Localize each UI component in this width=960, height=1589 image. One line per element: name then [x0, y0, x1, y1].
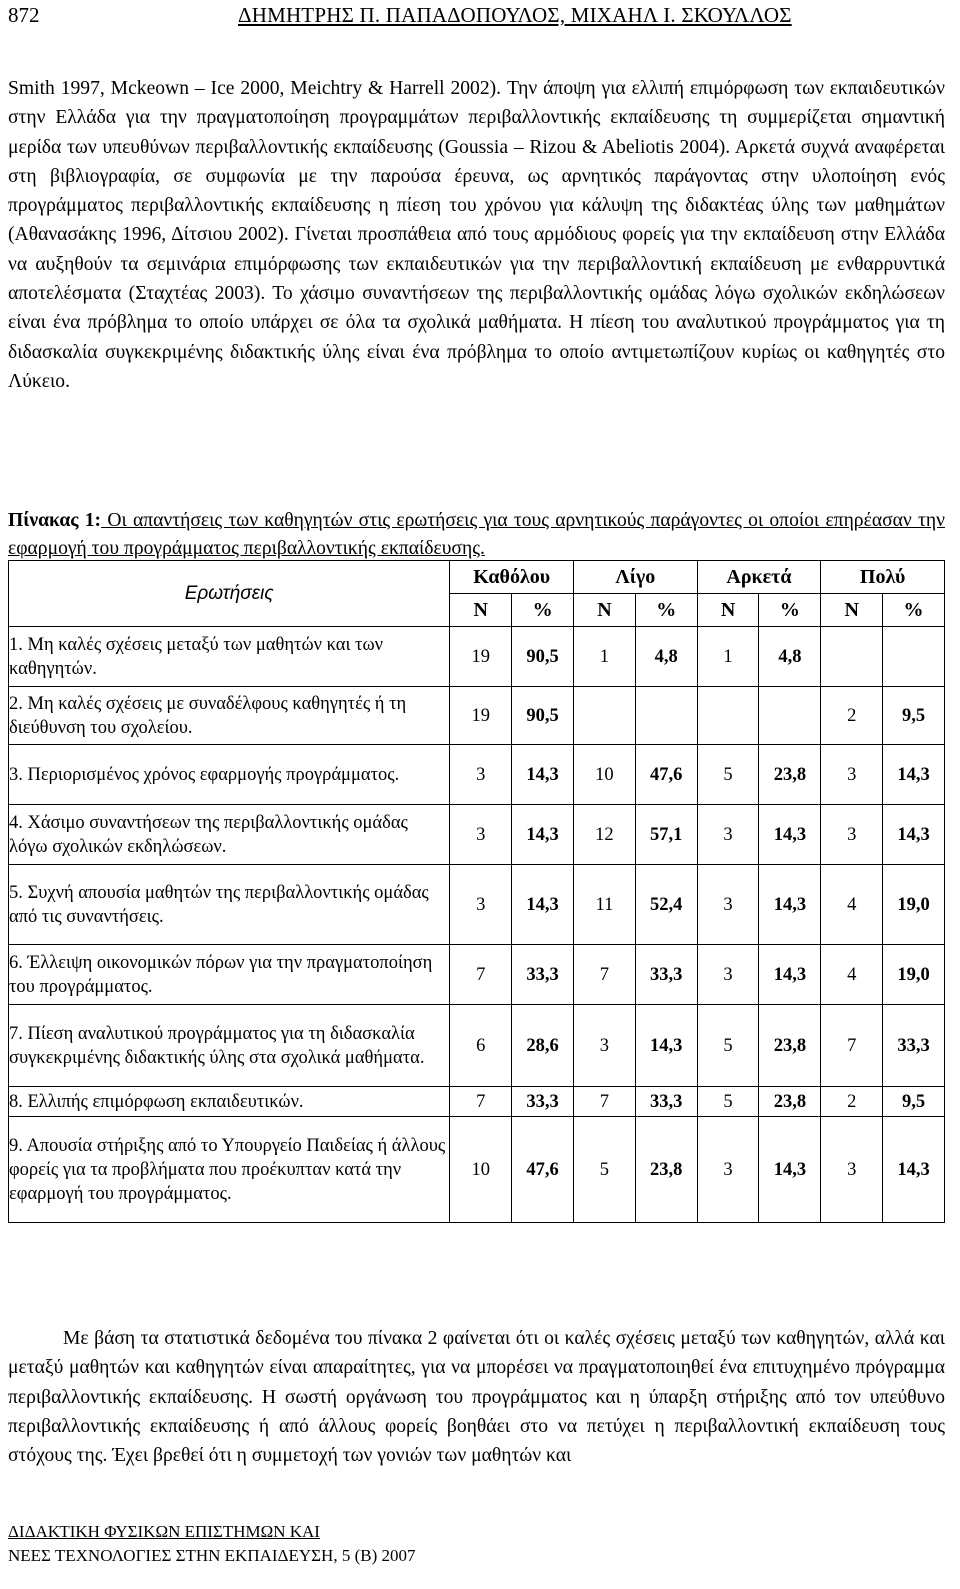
percent-cell: 23,8 — [759, 1087, 821, 1117]
count-cell: 4 — [821, 945, 883, 1005]
count-cell: 3 — [821, 745, 883, 805]
question-cell: 9. Απουσία στήριξης από το Υπουργείο Παιδείας ή άλλους φορείς για τα προβλήματα που προέκυπταν κατά την εφαρμογή του προγράμματος. — [9, 1117, 450, 1223]
sub-header: % — [635, 594, 697, 627]
table-caption-text: Οι απαντήσεις των καθηγητών στις ερωτήσεις για τους αρνητικούς παράγοντες οι οποίοι επηρέασαν την εφαρμογή του προγράμματος περιβαλλοντικής εκπαίδευσης. — [8, 510, 945, 559]
percent-cell: 14,3 — [635, 1005, 697, 1087]
count-cell — [574, 687, 636, 745]
percent-cell: 19,0 — [883, 945, 945, 1005]
sub-header: % — [759, 594, 821, 627]
percent-cell: 23,8 — [759, 745, 821, 805]
sub-header: N — [821, 594, 883, 627]
percent-cell: 90,5 — [512, 687, 574, 745]
percent-cell: 57,1 — [635, 805, 697, 865]
count-cell: 5 — [697, 1087, 759, 1117]
question-cell: 3. Περιορισμένος χρόνος εφαρμογής προγράμματος. — [9, 745, 450, 805]
count-cell: 2 — [821, 1087, 883, 1117]
percent-cell: 14,3 — [512, 805, 574, 865]
percent-cell: 4,8 — [635, 627, 697, 687]
table-caption-label: Πίνακας 1: — [8, 510, 102, 531]
count-cell: 1 — [574, 627, 636, 687]
count-cell: 3 — [450, 805, 512, 865]
percent-cell — [883, 627, 945, 687]
count-cell: 1 — [697, 627, 759, 687]
count-cell: 3 — [697, 1117, 759, 1223]
table-row — [9, 1087, 945, 1117]
percent-cell: 14,3 — [759, 1117, 821, 1223]
percent-cell: 47,6 — [512, 1117, 574, 1223]
page-footer — [8, 1520, 415, 1568]
table-row — [9, 865, 945, 945]
count-cell: 5 — [697, 745, 759, 805]
percent-cell — [635, 687, 697, 745]
count-cell: 5 — [697, 1005, 759, 1087]
table-row — [9, 1117, 945, 1223]
percent-cell — [759, 687, 821, 745]
percent-cell: 4,8 — [759, 627, 821, 687]
count-cell: 19 — [450, 687, 512, 745]
table-caption — [8, 507, 945, 563]
count-cell: 10 — [574, 745, 636, 805]
category-header: Πολύ — [821, 561, 945, 594]
percent-cell: 9,5 — [883, 1087, 945, 1117]
count-cell: 7 — [574, 945, 636, 1005]
percent-cell: 14,3 — [759, 945, 821, 1005]
table-row — [9, 687, 945, 745]
table-body — [9, 627, 945, 1223]
count-cell: 3 — [450, 745, 512, 805]
percent-cell: 19,0 — [883, 865, 945, 945]
percent-cell: 52,4 — [635, 865, 697, 945]
question-cell: 7. Πίεση αναλυτικού προγράμματος για τη διδασκαλία συγκεκριμένης διδακτικής ύλης στα σχολικά μαθήματα. — [9, 1005, 450, 1087]
count-cell: 3 — [821, 1117, 883, 1223]
count-cell: 12 — [574, 805, 636, 865]
percent-cell: 23,8 — [635, 1117, 697, 1223]
percent-cell: 33,3 — [512, 945, 574, 1005]
percent-cell: 33,3 — [635, 1087, 697, 1117]
question-cell: 2. Μη καλές σχέσεις με συναδέλφους καθηγητές ή τη διεύθυνση του σχολείου. — [9, 687, 450, 745]
table-header-row — [9, 561, 945, 594]
category-header: Λίγο — [574, 561, 698, 594]
question-cell: 6. Έλλειψη οικονομικών πόρων για την πραγματοποίηση του προγράμματος. — [9, 945, 450, 1005]
percent-cell: 33,3 — [635, 945, 697, 1005]
sub-header: N — [697, 594, 759, 627]
table-row — [9, 805, 945, 865]
question-cell: 8. Ελλιπής επιμόρφωση εκπαιδευτικών. — [9, 1087, 450, 1117]
category-header: Αρκετά — [697, 561, 821, 594]
count-cell: 7 — [450, 945, 512, 1005]
count-cell: 11 — [574, 865, 636, 945]
count-cell: 7 — [821, 1005, 883, 1087]
sub-header: N — [450, 594, 512, 627]
sub-header: % — [883, 594, 945, 627]
footer-journal-line1: ΔΙΔΑΚΤΙΚΗ ΦΥΣΙΚΩΝ ΕΠΙΣΤΗΜΩΝ ΚΑΙ — [8, 1522, 320, 1541]
page-header — [8, 0, 950, 32]
percent-cell: 9,5 — [883, 687, 945, 745]
percent-cell: 47,6 — [635, 745, 697, 805]
count-cell: 2 — [821, 687, 883, 745]
page-number: 872 — [8, 3, 40, 27]
percent-cell: 14,3 — [512, 865, 574, 945]
percent-cell: 90,5 — [512, 627, 574, 687]
count-cell: 7 — [450, 1087, 512, 1117]
percent-cell: 33,3 — [883, 1005, 945, 1087]
count-cell — [821, 627, 883, 687]
count-cell: 4 — [821, 865, 883, 945]
table-row — [9, 745, 945, 805]
percent-cell: 33,3 — [512, 1087, 574, 1117]
table-row — [9, 1005, 945, 1087]
question-cell: 4. Χάσιμο συναντήσεων της περιβαλλοντικής ομάδας λόγω σχολικών εκδηλώσεων. — [9, 805, 450, 865]
table-row — [9, 627, 945, 687]
percent-cell: 14,3 — [883, 1117, 945, 1223]
percent-cell: 14,3 — [759, 805, 821, 865]
footer-journal-line2: ΝΕΕΣ ΤΕΧΝΟΛΟΓΙΕΣ ΣΤΗΝ ΕΚΠΑΙΔΕΥΣΗ, 5 (Β) 2007 — [8, 1546, 416, 1565]
category-header: Καθόλου — [450, 561, 574, 594]
count-cell: 10 — [450, 1117, 512, 1223]
count-cell: 3 — [697, 945, 759, 1005]
question-cell: 1. Μη καλές σχέσεις μεταξύ των μαθητών και των καθηγητών. — [9, 627, 450, 687]
count-cell: 3 — [450, 865, 512, 945]
body-paragraph-2: Με βάση τα στατιστικά δεδομένα του πίνακα 2 φαίνεται ότι οι καλές σχέσεις μεταξύ των καθηγητών, αλλά και μεταξύ μαθητών και καθηγητών είναι απαραίτητες, για να μπορέσει να πραγματοποιηθεί ένα επιτυχημένο πρόγραμμα περιβαλλοντικής εκπαίδευσης. Η σωστή οργάνωση του προγράμματος και η ύπαρξη στήριξης από τον υπεύθυνο περιβαλλοντικής εκπαίδευσης ή από άλλους φορείς βοηθάει στο να πετύχει η περιβαλλοντική εκπαίδευση τους στόχους της. Έχει βρεθεί ότι η συμμετοχή των γονιών των μαθητών και — [8, 1328, 945, 1467]
percent-cell: 28,6 — [512, 1005, 574, 1087]
table-row — [9, 945, 945, 1005]
count-cell: 5 — [574, 1117, 636, 1223]
percent-cell: 23,8 — [759, 1005, 821, 1087]
body-paragraph-1: Smith 1997, Mckeown – Ice 2000, Meichtry & Harrell 2002). Την άποψη για ελλιπή επιμόρφωση των εκπαιδευτικών στην Ελλάδα για την πραγματοποίηση προγραμμάτων περιβαλλοντικής εκπαίδευσης τη συμμερίζεται σημαντική μερίδα των υπευθύνων περιβαλλοντικής εκπαίδευσης (Goussia – Rizou & Abeliotis 2004). Αρκετά συχνά αναφέρεται στη βιβλιογραφία, σε συμφωνία με την παρούσα έρευνα, ως αρνητικός παράγοντας στην υλοποίηση ενός προγράμματος περιβαλλοντικής εκπαίδευσης η πίεση του χρόνου για κάλυψη της διδακτέας ύλης των μαθημάτων (Αθανασάκης 1996, Δίτσιου 2002). Γίνεται προσπάθεια από τους αρμόδιους φορείς για την εκπαίδευση στην Ελλάδα να αυξηθούν τα σεμινάρια επιμόρφωσης των εκπαιδευτικών για την περιβαλλοντική εκπαίδευση με ενθαρρυντικά αποτελέσματα (Σταχτέας 2003). Το χάσιμο συναντήσεων της περιβαλλοντικής ομάδας λόγω σχολικών εκδηλώσεων είναι ένα πρόβλημα το οποίο υπάρχει σε όλα τα σχολικά μαθήματα. Η πίεση του αναλυτικού προγράμματος για τη διδασκαλία συγκεκριμένης διδακτικής ύλης είναι ένα πρόβλημα το οποίο αντιμετωπίζουν κυρίως οι καθηγητές στο Λύκειο. — [8, 78, 945, 392]
results-table — [8, 560, 945, 1223]
count-cell: 3 — [697, 865, 759, 945]
count-cell: 6 — [450, 1005, 512, 1087]
question-cell: 5. Συχνή απουσία μαθητών της περιβαλλοντικής ομάδας από τις συναντήσεις. — [9, 865, 450, 945]
sub-header: % — [512, 594, 574, 627]
count-cell: 3 — [574, 1005, 636, 1087]
count-cell: 3 — [697, 805, 759, 865]
sub-header: N — [574, 594, 636, 627]
questions-header: Ερωτήσεις — [9, 561, 450, 627]
count-cell: 7 — [574, 1087, 636, 1117]
count-cell: 19 — [450, 627, 512, 687]
percent-cell: 14,3 — [883, 805, 945, 865]
percent-cell: 14,3 — [883, 745, 945, 805]
percent-cell: 14,3 — [759, 865, 821, 945]
count-cell: 3 — [821, 805, 883, 865]
percent-cell: 14,3 — [512, 745, 574, 805]
count-cell — [697, 687, 759, 745]
running-head: ΔΗΜΗΤΡΗΣ Π. ΠΑΠΑΔΟΠΟΥΛΟΣ, ΜΙΧΑΗΛ Ι. ΣΚΟΥΛΛΟΣ — [238, 3, 792, 27]
